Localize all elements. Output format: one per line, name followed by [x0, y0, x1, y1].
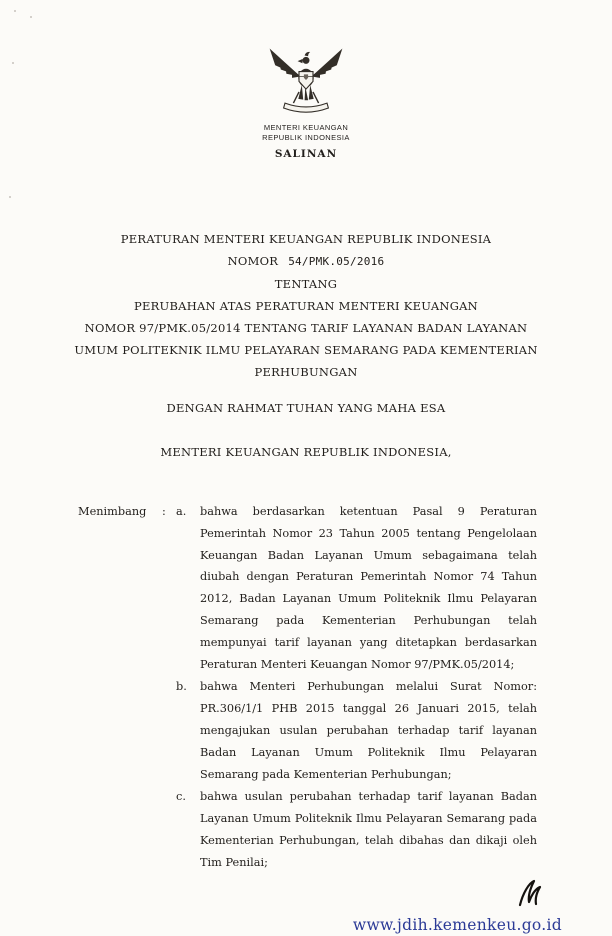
subject-line-1: PERUBAHAN ATAS PERATURAN MENTERI KEUANGAN — [133, 299, 478, 313]
menimbang-separator: : — [162, 505, 166, 518]
menimbang-label: Menimbang — [78, 505, 147, 518]
considerations-section — [78, 501, 537, 875]
item-letter: c. — [176, 790, 186, 804]
scan-speckle — [9, 196, 11, 198]
regulation-title-block — [40, 228, 572, 463]
footer-website-link[interactable]: www.jdih.kemenkeu.go.id — [352, 916, 562, 934]
consideration-item-a — [176, 501, 537, 675]
ministry-name: MENTERI KEUANGAN — [263, 123, 349, 132]
scan-speckle — [14, 10, 16, 12]
letterhead — [0, 40, 612, 160]
invocation-line: DENGAN RAHMAT TUHAN YANG MAHA ESA — [166, 401, 446, 415]
consideration-item-c — [176, 786, 537, 873]
subject-line-4: PERHUBUNGAN — [254, 365, 358, 379]
consideration-list — [176, 501, 537, 875]
scan-speckle — [30, 16, 32, 18]
item-text: bahwa usulan perubahan terhadap tarif layanan Badan Layanan Umum Politeknik Ilmu Pelayaran Semarang pada Kementerian Perhubungan, telah dibahas dan dikaji oleh Tim Penilai; — [200, 790, 537, 869]
authority-line: MENTERI KEUANGAN REPUBLIK INDONESIA, — [160, 445, 452, 459]
menimbang-row — [78, 501, 537, 875]
copy-label: SALINAN — [274, 148, 338, 160]
item-letter: b. — [176, 680, 187, 694]
regulation-title-line: PERATURAN MENTERI KEUANGAN REPUBLIK INDONESIA — [120, 232, 492, 246]
consideration-item-b — [176, 676, 537, 785]
item-letter: a. — [176, 505, 187, 518]
ministry-name-block — [0, 123, 612, 142]
nomor-line — [40, 250, 572, 273]
nomor-label: NOMOR — [227, 254, 279, 268]
subject-line-3: UMUM POLITEKNIK ILMU PELAYARAN SEMARANG PADA KEMENTERIAN — [74, 343, 538, 357]
item-text: bahwa Menteri Perhubungan melalui Surat Nomor: PR.306/1/1 PHB 2015 tanggal 26 Januari 2015, telah mengajukan usulan perubahan terhadap tarif layanan Badan Layanan Umum Politeknik Ilmu Pelayaran Semarang pada Kementerian Perhubungan; — [200, 680, 537, 781]
ministry-country: REPUBLIK INDONESIA — [262, 132, 350, 142]
item-text: bahwa berdasarkan ketentuan Pasal 9 Peraturan Pemerintah Nomor 23 Tahun 2005 tentang Pengelolaan Keuangan Badan Layanan Umum sebagaimana telah diubah dengan Peraturan Pemerintah Nomor 74 Tahun 2012, Badan Layanan Umum Politeknik Ilmu Pelayaran Semarang pada Kementerian Perhubungan telah mempunyai tarif layanan yang ditetapkan berdasarkan Peraturan Menteri Keuangan Nomor 97/PMK.05/2014; — [200, 505, 537, 671]
tentang-label: TENTANG — [274, 277, 338, 291]
subject-line-2: NOMOR 97/PMK.05/2014 TENTANG TARIF LAYANAN BADAN LAYANAN — [84, 321, 528, 335]
garuda-pancasila-emblem-icon — [0, 40, 612, 120]
paraf-signature-icon — [516, 879, 546, 913]
nomor-value: 54/PMK.05/2016 — [288, 255, 385, 268]
